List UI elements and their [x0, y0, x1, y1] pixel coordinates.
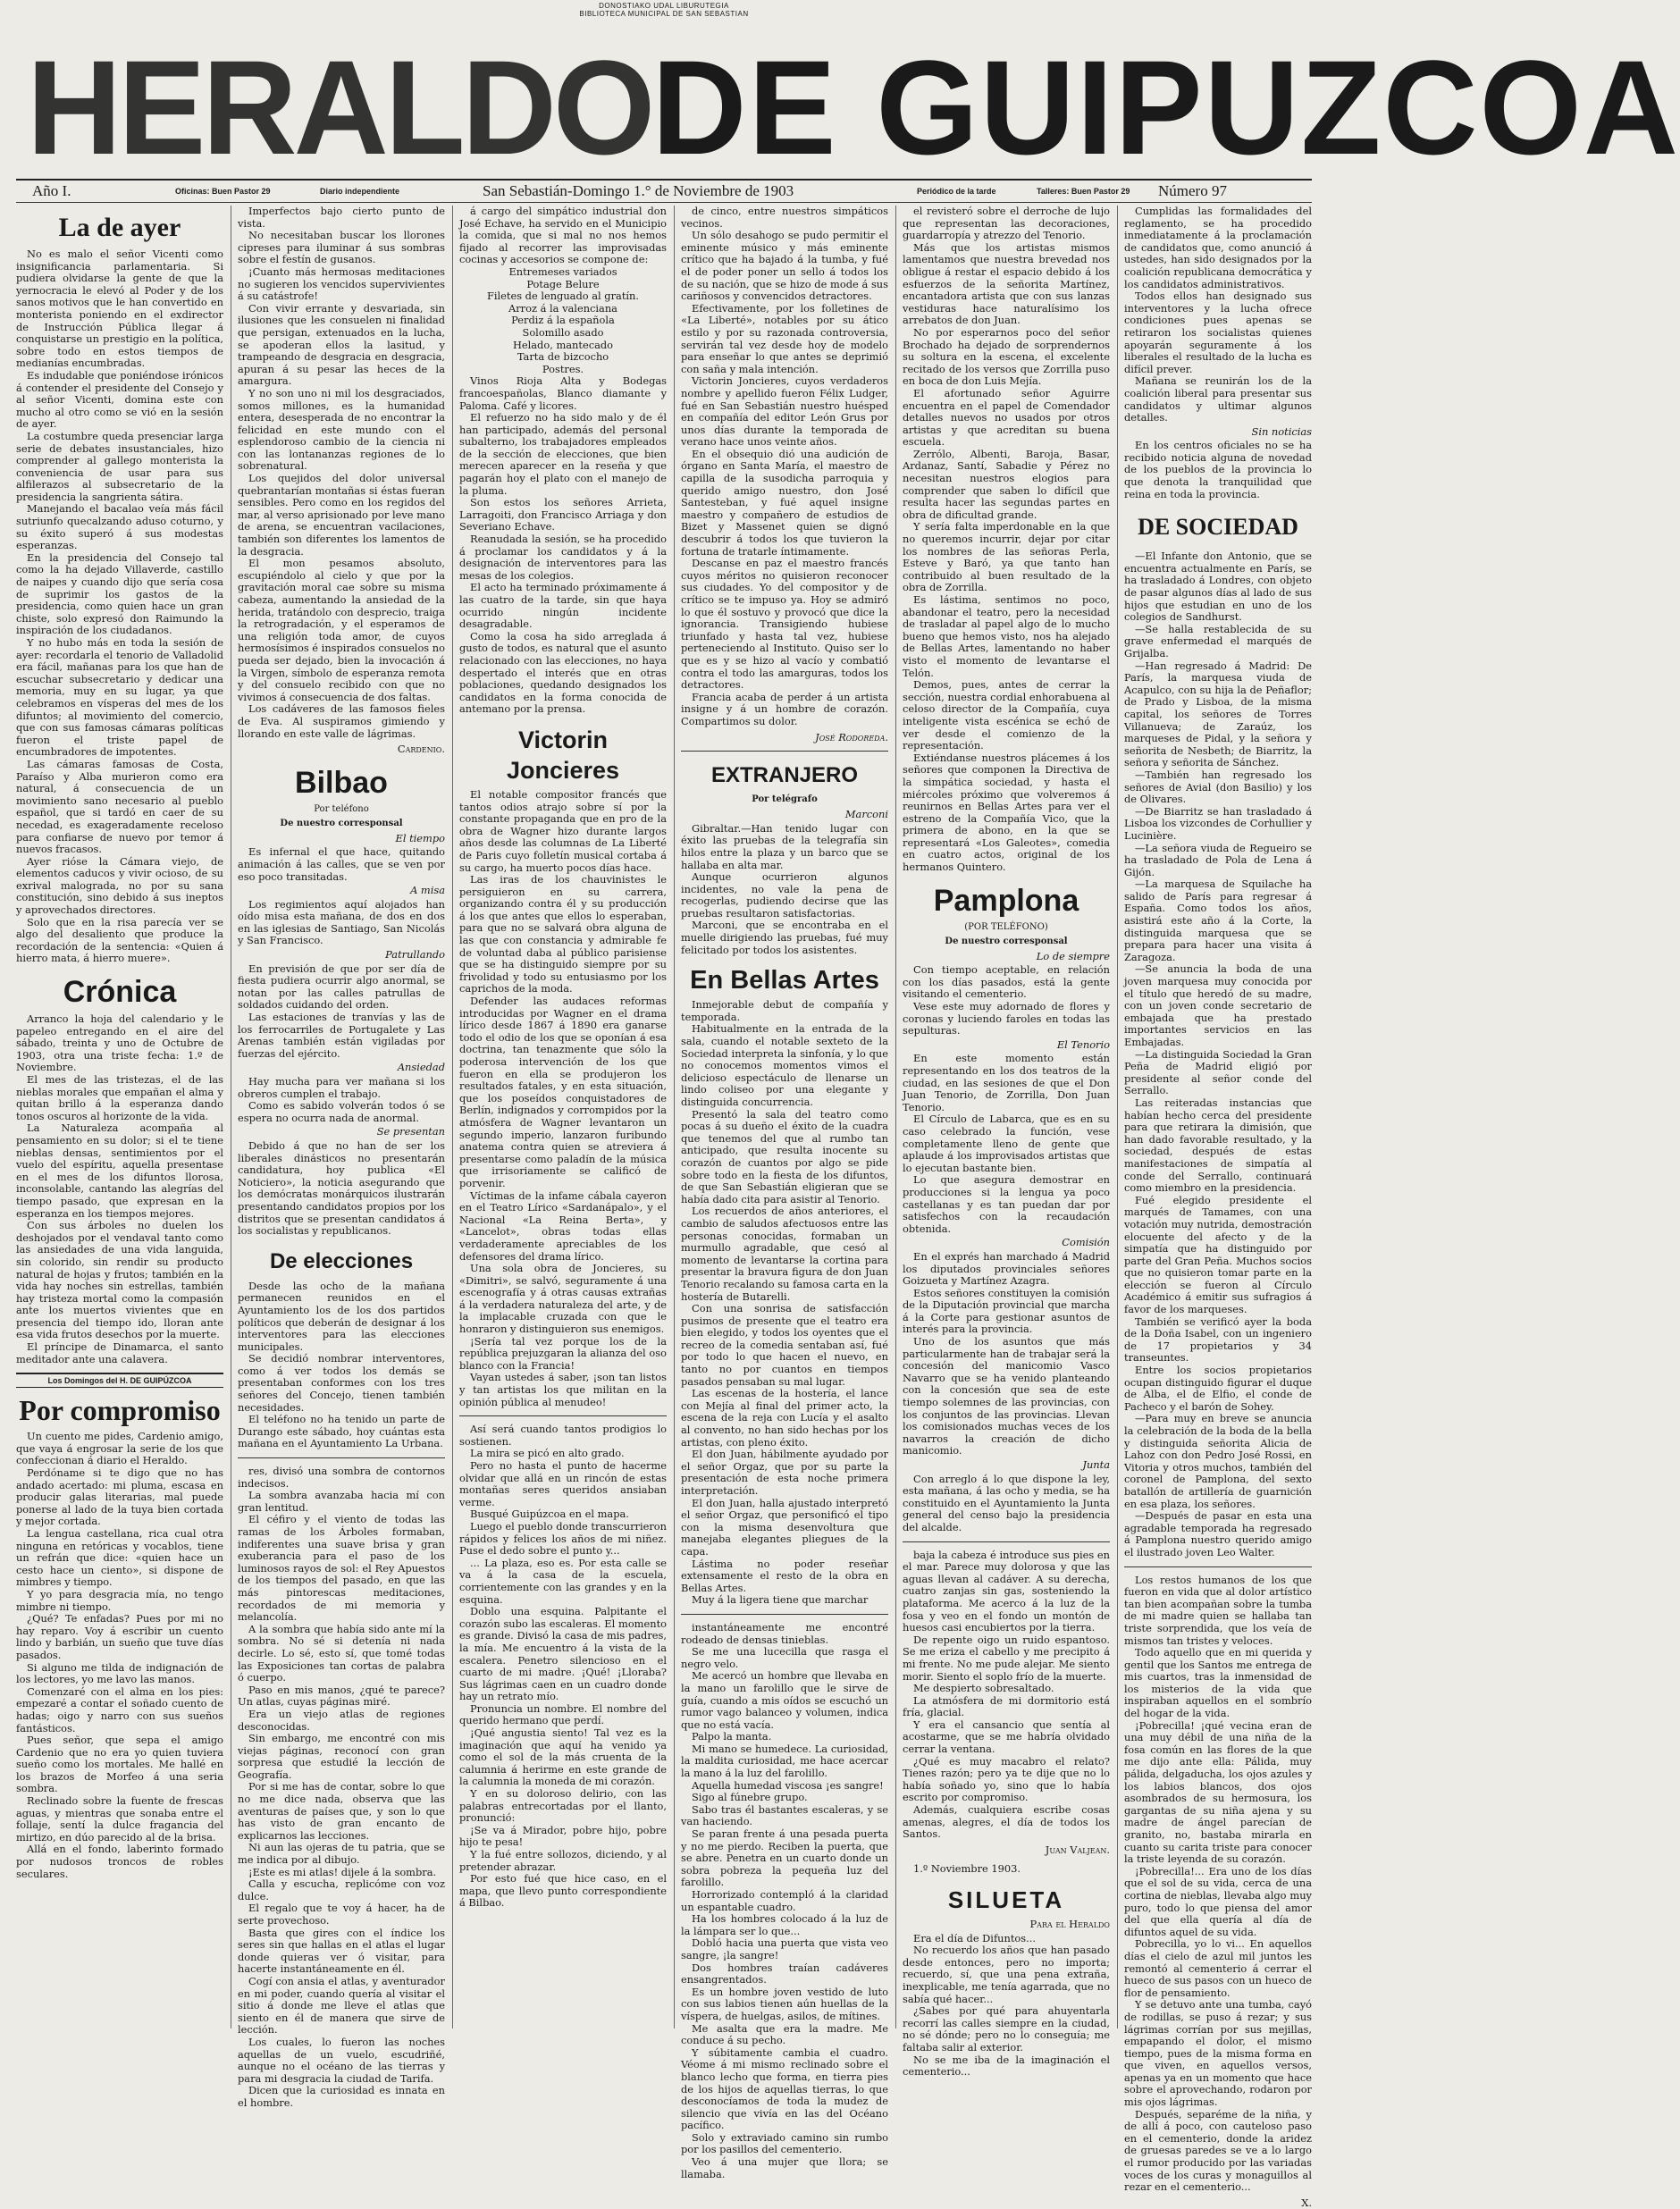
paragraph: Me despierto sobresaltado.	[913, 1682, 1054, 1695]
paragraph: Las cámaras famosas de Costa, Paraíso y Alba murieron como era natural, á consecuencia de un movimiento sano necesario al pueblo español, que si tardó en caer de su necedad, es exageradamente receloso para confiarse de nuevo por temor á nuevos fracasos.	[16, 757, 223, 856]
paragraph: Zerrólo, Albenti, Baroja, Basar, Ardanaz, Santí, Sabadie y Pérez no necesitan nuestros elogios para comprender que saben lo difícil que resulta hacer las segundas partes en obra de dificultad grande.	[903, 447, 1110, 521]
section-subtitle: (POR TELÉFONO)	[964, 921, 1048, 932]
paragraph: Los cuales, lo fueron las noches aquellas de un vuelo, escudriñé, aunque no el océano de las tierras y para mi desgracia la ciudad de Tarifa.	[238, 2035, 445, 2085]
paragraph: Entre los socios propietarios ocupan distinguido figurar el duque de Alba, el de Elfio, el conde de Pacheco y el barón de Sohey.	[1124, 1364, 1312, 1413]
paragraph: Mi mano se humedece. La curiosidad, la maldita curiosidad, me hace acercar la mano á la luz del farolillo.	[681, 1742, 888, 1780]
paragraph: Demos, pues, antes de cerrar la sección, nuestra cordial enhorabuena al celoso director de la Compañía, cuya inteligente vista escénica se echó de ver desde el comienzo de la representación.	[903, 678, 1110, 752]
paragraph: Y la fué entre sollozos, diciendo, y al pretender abrazar.	[459, 1848, 667, 1873]
paragraph: Son estos los señores Arrieta, Larragoiti, don Francisco Arriaga y don Severiano Echave.	[459, 496, 667, 533]
paragraph: Muy á la ligera tiene que marchar	[692, 1593, 869, 1607]
issue-date: San Sebastián-Domingo 1.° de Noviembre de 1903	[483, 182, 794, 199]
paragraph: ... La plaza, eso es. Por esta calle se va á la casa de la escuela, corrientemente con las grandes y en la esquina.	[459, 1556, 667, 1606]
paragraph: Se paran frente á una pesada puerta y no me pierdo. Reciben la puerta, que se abre. Penetra en un cuarto donde un sobra pobreza la pequeña luz del farolillo.	[681, 1827, 888, 1889]
divider	[903, 1541, 1110, 1542]
paragraph: Las reiteradas instancias que habían hecho cerca del presidente para que retirara la dimisión, que han dado favorable resultado, y la sociedad, después de estas manifestaciones de simpatía al conde del Serrallo, continuará como miembro en la presidencia.	[1124, 1096, 1312, 1195]
paragraph: No necesitaban buscar los llorones cipreses para iluminar á sus sombras sobre el festín de gusanos.	[238, 229, 445, 266]
divider	[681, 751, 888, 752]
year: Año I.	[32, 182, 71, 199]
paragraph: ¡Cuanto más hermosas meditaciones no sugieren los vencidos supervivientes á su catástrofe!	[238, 265, 445, 303]
paragraph: El refuerzo no ha sido malo y de él han participado, además del personal subalterno, los trabajadores empleados de la sección de elecciones, que bien merecen aparecer en la reseña y que pagarán hoy el plato con el manejo de la pluma.	[459, 411, 667, 497]
paragraph: El mes de las tristezas, el de las nieblas morales que empañan el alma y quitan brillo á la esperanza dando tonos oscuros al horizonte de la vida.	[16, 1073, 223, 1122]
paragraph: ¿Qué? Te enfadas? Pues por mi no hay reparo. Voy á escribir un cuento lindo y barbián, un sueño que tuve días pasados.	[16, 1612, 223, 1661]
paragraph: Pronuncia un nombre. El nombre del querido hermano que perdí.	[459, 1701, 667, 1727]
signature: Cardenio.	[397, 743, 445, 756]
paragraph: á cargo del simpático industrial don José Echave, ha servido en el Municipio la comida, que si mal no nos hemos fijado al recorrer las improvisadas cocinas y accesorios se compone de:	[459, 205, 667, 266]
paragraph: Mañana se reunirán los de la coalición liberal para presentar sus candidatos y ultimar algunos detalles.	[1124, 374, 1312, 424]
paragraph: El céfiro y el viento de todas las ramas de los Árboles formaban, indiferentes una suave brisa y gran exuberancia para el paso de los luminosos rayos de sol: el Rey Apuestos de los tiempos del pasado, en que las más pintorescas meditaciones, recordados de mi memoria y melancolía.	[238, 1513, 445, 1624]
paragraph: Comenzaré con el alma en los pies: empezaré a contar el soñado cuento de hadas; oigo y narro con sus sueños fantásticos.	[16, 1684, 223, 1734]
paragraph: La sombra avanzaba hacia mí con gran lentitud.	[238, 1489, 445, 1514]
paragraph: Todos ellos han designado sus interventores y la lucha ofrece condiciones pues apenas se retiraron los socialistas quienes apoyarán seguramente á los liberales el resultado de la lucha es difícil prever.	[1124, 290, 1312, 375]
paragraph: Es lástima, sentimos no poco, abandonar el teatro, pero la necesidad de trasladar al papel algo de lo mucho bueno que hemos visto, nos ha alejado de Bellas Artes, lamentando no haber visto el momento de levantarse el Telón.	[903, 593, 1110, 679]
section-subtitle: Para el Heraldo	[1029, 1918, 1110, 1930]
masthead-right: DE GUIPUZCOA	[651, 32, 1680, 182]
paragraph: Cumplidas las formalidades del reglamento, se ha procedido inmediatamente á la proclamación de candidatos que, como anunció á ustedes, han sido designados por la coalición republicana democrática y los candidatos administrativos.	[1124, 205, 1312, 290]
paragraph: Por si me has de contar, sobre lo que no me dice nada, observa que las aventuras de países que, y son lo que has visto de gran encanto de explicarnos las lecciones.	[238, 1780, 445, 1842]
paragraph: Busqué Guipúzcoa en el mapa.	[470, 1508, 629, 1521]
paragraph: Ayer rióse la Cámara viejo, de elementos caducos y vivir ocioso, de su exrival malograda, no por su sana constitución, sino debido á sus ineptos y aprovechados directores.	[16, 854, 223, 917]
column-rule	[674, 206, 675, 2028]
paragraph: Como la cosa ha sido arreglada á gusto de todos, es natural que el asunto relacionado con las elecciones, no haya despertado el interés que en otras poblaciones, quedando designados los candidatos en la forma conocida de antemano por la prensa.	[459, 629, 667, 716]
paragraph: —También han regresado los señores de Avial (don Basilio) y los de Olivares.	[1124, 768, 1312, 806]
divider	[238, 1457, 445, 1458]
talleres: Talleres: Buen Pastor 29	[1037, 187, 1130, 196]
paragraph: La atmósfera de mi dormitorio está fría, glacial.	[903, 1693, 1110, 1719]
divider	[681, 1614, 888, 1615]
paragraph: Francia acaba de perder á un artista insigne y á un hombre de corazón. Compartimos su dolor.	[681, 690, 888, 727]
paragraph: Más que los artistas mismos lamentamos que nuestra brevedad nos obligue á restar el espacio debido á los esfuerzos de la señorita Martínez, encantadora artista que con sus lanzas vestiduras hace naturalísimo los arrebatos de don Juan.	[903, 240, 1110, 327]
paragraph: Aquella humedad viscosa ¡es sangre!	[692, 1778, 884, 1792]
paragraph: ¡Qué angustia siento! Tal vez es la imaginación que aquí ha venido ya como el sol de la más cruenta de la calumnia á herirme en este grande de la calumnia la moneda de mi corazón.	[459, 1726, 667, 1788]
paragraph: Un sólo desahogo se pudo permitir el eminente músico y más eminente crítico que ha bajado á la tumba, y fué el de poder poner un sello á todos los de su nación, que se hizo de mode á sus cariñosos y convencidos detractores.	[681, 229, 888, 303]
paragraph: No se me iba de la imaginación el cementerio...	[903, 2053, 1110, 2079]
paragraph: Inmejorable debut de compañía y temporada.	[681, 998, 888, 1023]
menu-item: Postres.	[542, 362, 584, 375]
paragraph: Debido á que no han de ser los liberales dinásticos no presentarán candidatura, hoy publica «El Noticiero», la noticia asegurando que los demócratas monárquicos ilustrarán presentando candidatos propios por los distritos que se presentan candidatos á los socialistas y republicanos.	[238, 1138, 445, 1238]
paragraph: Extiéndanse nuestros plácemes á los señores que componen la Directiva de la simpática sociedad, y hasta el miércoles próximo que volveremos á reunirnos en Bellas Artes para ver el estreno de la Compañía Vico, que la primera de abono, en la que se representará «Los Galeotes», comedia en cuatro actos, original de los hermanos Quintero.	[903, 751, 1110, 874]
paragraph: A la sombra que había sido ante mí la sombra. No sé si detenía ni nada decirle. Lo sé, esto sí, que tomé todas las Exposiciones tan cortas de palabra ó cuerpo.	[238, 1622, 445, 1684]
paragraph: —El Infante don Antonio, que se encuentra actualmente en París, se ha trasladado á Londres, con objeto de pasar algunos días al lado de sus hijos que estudian en uno de los colegios de Sandhurst.	[1124, 550, 1312, 624]
paragraph: En la presidencia del Consejo tal como la ha dejado Villaverde, castillo de naipes y cuando dijo que sería cosa de suprimir los gastos de la presidencia, como quien hace un gran chiste, solo expresó don Raimundo la inspiración de los ciudadanos.	[16, 550, 223, 637]
paragraph: —Se anuncia la boda de una joven marquesa muy conocida por el título que heredó de su madre, con un joven conde secretario de embajada que ha prestado importantes servicios en las Embajadas.	[1124, 962, 1312, 1048]
subheading: A misa	[410, 884, 445, 897]
paragraph: Desde las ocho de la mañana permanecen reunidos en el Ayuntamiento los de los dos partidos políticos que deberán de designar á los interventores para las elecciones municipales.	[238, 1279, 445, 1353]
signature: X.	[1301, 2196, 1312, 2209]
column-rule	[452, 206, 453, 2028]
section-title: Pamplona	[933, 883, 1079, 918]
section-title: Por compromiso	[19, 1394, 221, 1427]
paragraph: Los recuerdos de años anteriores, el cambio de saludos afectuosos entre las personas conocidas, formaban un murmullo agradable, que cesó al momento de levantarse la cortina para presentar la bravura figura de don Juan Tenorio recalando su famosa carta en la hostería de Butarelli.	[681, 1205, 888, 1303]
column-1	[16, 206, 223, 2028]
paragraph: El don Juan, hábilmente ayudado por el señor Orgaz, que por su parte la presentación de esta noche primera interpretación.	[681, 1448, 888, 1497]
paragraph: La costumbre queda presenciar larga serie de debates insustanciales, hizo comprender al gallego monterista la conveniencia de usar para sus alfilerazos al subsecretario de la presidencia la sangrienta sátira.	[16, 429, 223, 503]
paragraph: Es un hombre joven vestido de luto con sus labios tienen aún huellas de la víspera, de huelgas, asilos, de mítines.	[681, 1985, 888, 2022]
subheading: Comisión	[1062, 1236, 1110, 1249]
divider	[459, 1415, 667, 1416]
paragraph: Presentó la sala del teatro como pocas á su dueño el éxito de la cuadra que tenemos del que al rumbo tan anticipado, que resulta inocente su corazón de cuantos por algo se pide sobre todo en la fiesta de los difuntos, de que San Sebastián eligieran que se había dado cita para asistir al Tenorio.	[681, 1107, 888, 1205]
paragraph: Vese este muy adornado de flores y coronas y luciendo faroles en todas las sepulturas.	[903, 1000, 1110, 1037]
paragraph: Vinos Rioja Alta y Bodegas francoespañolas, Blanco diamante y Paloma. Café y licores.	[459, 374, 667, 412]
paragraph: Con arreglo á lo que dispone la ley, esta mañana, á las ocho y media, se ha constituido en el Ayuntamiento la Junta general del censo bajo la presidencia del alcalde.	[903, 1472, 1110, 1533]
signature: Juan Valjean.	[1045, 1843, 1110, 1856]
section-band: Los Domingos del H. DE GUIPÚZCOA	[16, 1373, 223, 1388]
paragraph: —La señora viuda de Regueiro se ha trasladado de Pola de Lena á Gijón.	[1124, 841, 1312, 878]
subheading: Patrullando	[385, 948, 445, 962]
paragraph: Marconi, que se encontraba en el muelle dirigiendo las pruebas, fué muy felicitado por todos los asistentes.	[681, 919, 888, 956]
paragraph: —Han regresado á Madrid: De París, la marquesa viuda de Acapulco, con su hija la de Peñaflor; de Prado y Lisboa, de la misma capital, los señores de Torres Villanueva; de Zaraúz, los marqueses de Pidal, y la señora y señorita de Nesbeth; de Biarritz, la señora y señorita de Sánchez.	[1124, 659, 1312, 769]
paragraph: Por esto fué que hice caso, en el mapa, que llevo punto correspondiente á Bilbao.	[459, 1872, 667, 1910]
paragraph: Era un viejo atlas de regiones desconocidas.	[238, 1707, 445, 1733]
article-title: La de ayer	[58, 213, 181, 242]
subheading: El Tenorio	[1056, 1037, 1110, 1051]
paragraph: Y sería falta imperdonable en la que no queremos incurrir, dejar por citar los nombres de las señoras Perla, Esteve y Baró, ya que tanto han contribuido al buen resultado de la obra de Zorrilla.	[903, 520, 1110, 594]
paragraph: Las iras de los chauvinistes le persiguieron en su carrera, organizando contra él y su producción á los que antes que ellos lo esperaban, para que no se salvará obra alguna de las que con constancia y admirable fe de voluntad daba al público parisiense que se ha distinguido siempre por su frivolidad y todo su entusiasmo por los caprichos de la moda.	[459, 873, 667, 995]
tagline: Diario independiente	[320, 187, 400, 196]
paragraph: ¡Pobrecilla! ¡qué vecina eran de una muy débil de una niña de la fosa común en las flores de la que me dijo ante ella: Pálida, muy pálida, delgaducha, los ojos azules y los labios blancos, dos ojos asombrados de su hermosura, los gargantas de su niña ajena y su madre de ángel parecían de granito, no, bastaba mirarla en cuanto su carita triste para conocer la triste leyenda de su corazón.	[1124, 1718, 1312, 1866]
paragraph: Doblo una esquina. Palpitante el corazón subo las escaleras. El momento es grande. Divisó la casa de mis padres, la mía. Me encuentro á la vista de la escalera. Penetro silencioso en el cuarto de mi madre. ¡Qué! ¡Lloraba? Sus lágrimas caen en un cuadro donde hay un retrato mío.	[459, 1605, 667, 1703]
paragraph: Basta que gires con el índice los seres sin que hallas en el atlas el lugar donde quieras ver ó visitar, para hacerte instantáneamente en él.	[238, 1926, 445, 1976]
archive-stamp-line2: BIBLIOTECA MUNICIPAL DE SAN SEBASTIAN	[579, 10, 749, 18]
section-subtitle: De nuestro corresponsal	[945, 936, 1068, 946]
masthead-left: HERALDO	[27, 32, 652, 182]
column-rule	[895, 206, 896, 2028]
paragraph: Defender las audaces reformas introducidas por Wagner en el drama lírico desde 1867 á 1890 era ganarse todo el odio de los que se oponían á esa doctrina, tan tenazmente que sólo la poderosa intervención de los que fueron en ella se produjeron los resultados fatales, y en esta situación, que los poseídos conquistadores de Berlín, indignados y corrompidos por la atmósfera de Wagner levantaron un segundo imperio, lanzaron furibundo anatema contra quien se atreviera á presentarse como paladín de la música que irrisoriamente se calificó de porvenir.	[459, 995, 667, 1189]
menu-item: Potage Belure	[526, 277, 600, 290]
paragraph: Y no son uno ni mil los desgraciados, somos millones, es la humanidad entera, desesperada de no encontrar la felicidad en este mundo con el esplendoroso cambio de la ciencia ni con las lontananzas regiones de lo sobrenatural.	[238, 386, 445, 473]
section-title: Victorin Joncieres	[506, 726, 620, 784]
paragraph: Como es sabido volverán todos ó se espera no ocurra nada de anormal.	[238, 1099, 445, 1124]
paragraph: Pues señor, que sepa el amigo Cardenio que no era yo quien tuviera sueño como los mortales. Me hallé en los brazos de Morfeo á una seria sombra.	[16, 1734, 223, 1795]
paragraph: Ha los hombres colocado á la luz de la lámpara ser lo que...	[681, 1912, 888, 1937]
paragraph: ¡Pobrecilla!... Era uno de los días que el sol de su vida, cerca de una cortina de nieblas, llevaba algo muy puro, todo lo que piensa del amor del que ella quería al día de difuntos aquel de su vida.	[1124, 1864, 1312, 1938]
column-6	[1124, 205, 1312, 2209]
paragraph: El regalo que te voy á hacer, ha de serte provechoso.	[238, 1902, 445, 1927]
section-title: De elecciones	[269, 1248, 414, 1273]
paragraph: Calla y escucha, replicóme con voz dulce.	[238, 1877, 445, 1902]
section-title: En Bellas Artes	[690, 966, 879, 995]
menu-item: Solomillo asado	[522, 325, 604, 339]
paragraph: Con tiempo aceptable, en relación con los días pasados, está la gente visitando el cementerio.	[903, 963, 1110, 1001]
paragraph: Palpo la manta.	[692, 1730, 772, 1743]
paragraph: En el obsequio dió una audición de órgano en Santa María, el maestro de capilla de la susodicha parroquia y querido amigo nuestro, don José Santesteban, y fué aquel insigne maestro y compañero de estudios de Bizet y Massenet quien se dignó descubrir á todos los que tuvieron la fortuna de tratarle íntimamente.	[681, 447, 888, 558]
paragraph: Sin embargo, me encontré con mis viejas páginas, reconocí con gran sorpresa que estudié la lección de Geografía.	[238, 1732, 445, 1781]
paragraph: Dobló hacia una puerta que vista veo sangre, ¡la sangre!	[681, 1936, 888, 1961]
paragraph: Dicen que la curiosidad es innata en el hombre.	[238, 2084, 445, 2109]
paragraph: Con sus árboles no duelen los deshojados por el vendaval tanto como las ansiedades de una vida languida, sin colorido, sin rendir su producto natural de hojas y frutos; también en la vida hay noches sin estrellas, también hay tristeza mortal como la compasión ante los muertos vivientes que en presencia del tiempo ido, lloran ante esa vida frutos desechos por la muerte.	[16, 1219, 223, 1341]
subheading: Marconi	[844, 808, 888, 821]
paragraph: Y en su doloroso delirio, con las palabras entrecortadas por el llanto, pronunció:	[459, 1787, 667, 1825]
paragraph: No por esperarnos poco del señor Brochado ha dejado de sorprendernos su soltura en la escena, el excelente recitado de los versos que Zorrilla puso en boca de don Luis Mejía.	[903, 325, 1110, 388]
paragraph: Uno de los asuntos que más particularmente han de trabajar será la concesión del manicomio Vasco Navarro que se ha venido planteando con la concesión que sea de este tiempo solemnes de las provincias, con los conjuntos de las provincias. Llevan los comisionados muchas veces de los navarros la creación de dicho manicomio.	[903, 1335, 1110, 1457]
paragraph: Lástima no poder reseñar extensamente el resto de la obra en Bellas Artes.	[681, 1557, 888, 1594]
section-title: Crónica	[63, 975, 177, 1010]
paragraph: En previsión de que por ser día de fiesta pudiera ocurrir algo anormal, se notan por las calles patrullas de soldados cuidando del orden.	[238, 962, 445, 1012]
paragraph: Y no hubo más en toda la sesión de ayer: recordarla el tenorio de Valladolid era fácil, mañanas para los que han de escuchar subsecretario y dedicar una memoria, muy en su lugar, ya que celebramos en vísperas del mes de los difuntos; al movimiento del comercio, que con sus famosas cámaras políticas fueron el triste papel de encumbradores de impotentes.	[16, 636, 223, 759]
paragraph: —La distinguida Sociedad la Gran Peña de Madrid eligió por presidente al señor conde del Serrallo.	[1124, 1047, 1312, 1097]
menu-item: Perdiz á la española	[511, 314, 615, 327]
paragraph: el revisteró sobre el derroche de lujo que representan las decoraciones, guardarropía y atrezzo del Tenorio.	[903, 205, 1110, 242]
section-title: DE SOCIEDAD	[1138, 514, 1298, 541]
subheading: Sin noticias	[1251, 424, 1312, 438]
paragraph: Arranco la hoja del calendario y le papeleo entregando en el aire del sábado, treinta y uno de Octubre de 1903, otra una triste fecha: 1.º de Noviembre.	[16, 1012, 223, 1074]
paragraph: El don Juan, halla ajustado interpretó el señor Orgaz, que personificó el tipo con la misma desenvoltura que manejaba elegantes pliegues de la capa.	[681, 1496, 888, 1558]
column-4	[681, 205, 888, 2180]
paragraph: —De Biarritz se han trasladado á Lisboa los vizcondes de Corhullier y Lucinière.	[1124, 804, 1312, 842]
paragraph: Estos señores constituyen la comisión de la Diputación provincial que marcha á la Corte para gestionar asuntos de interés para la provincia.	[903, 1286, 1110, 1336]
column-5	[903, 205, 1110, 2079]
paragraph: ¿Sabes por qué para ahuyentarla recorrí las calles siempre en la ciudad, no sé dónde; pero no lo conseguía; me faltaba salir al exterior.	[903, 2004, 1110, 2054]
paragraph: Imperfectos bajo cierto punto de vista.	[238, 205, 445, 230]
paragraph: Además, cualquiera escribe cosas amenas, alegres, el día de todos los Santos.	[903, 1803, 1110, 1841]
paragraph: res, divisó una sombra de contornos indecisos.	[238, 1465, 445, 1490]
paragraph: Me asalta que era la madre. Me conduce á su pecho.	[681, 2021, 888, 2047]
paragraph: En el exprés han marchado á Madrid los diputados provinciales señores Goizueta y Martínez Azagra.	[903, 1249, 1110, 1288]
subheading: Ansiedad	[397, 1061, 445, 1074]
subheading: Se presentan	[376, 1125, 445, 1138]
section-title: EXTRANJERO	[710, 763, 859, 788]
paragraph: Reanudada la sesión, se ha procedido á proclamar los candidatos y á la designación de interventores para las mesas de los colegios.	[459, 533, 667, 582]
paragraph: Un cuento me pides, Cardenio amigo, que vaya á engrosar la serie de los que confeccionan á diario el Heraldo.	[16, 1430, 223, 1467]
paragraph: En los centros oficiales no se ha recibido noticia alguna de novedad de los pueblos de la provincia lo que denota la tranquilidad que reina en toda la provincia.	[1124, 439, 1312, 500]
offices: Oficinas: Buen Pastor 29	[175, 187, 271, 196]
paragraph: Me acercó un hombre que llevaba en la mano un farolillo que le sirve de guía, cuando a mis oídos se escuchó un rumor vago balanceo y volumen, indica que no está vacía.	[681, 1669, 888, 1731]
header-bar	[16, 179, 1312, 203]
paragraph: Fué elegido presidente el marqués de Tamames, con una votación muy nutrida, demostración elocuente del afecto y de la simpatía que ha distinguido por parte del Gran Peña. Muchos socios que no quisieron tomar parte en la elección se fueron al Círculo Académico á emitir sus sufragios á favor de los marqueses.	[1124, 1193, 1312, 1316]
issue-number: Número 97	[1158, 182, 1227, 199]
paragraph: Es indudable que poniéndose irónicos á contender el presidente del Consejo y al señor Vicenti, domina este con mucho al otro como se vió en la sesión de ayer.	[16, 368, 223, 431]
paragraph: El teléfono no ha tenido un parte de Durango este sábado, hoy cuántas esta mañana en el Ayuntamiento La Urbana.	[238, 1413, 445, 1450]
section-subtitle: Por telégrafo	[752, 794, 818, 805]
paragraph: Todo aquello que en mi querida y gentil que los Santos me entrega de mis cuartos, tras la inmensidad de los misterios de la vida que inspiraban aquellos en el sombrío del hogar de la vida.	[1124, 1646, 1312, 1720]
paragraph: Paso en mis manos, ¿qué te parece? Un atlas, cuyas páginas miré.	[238, 1683, 445, 1709]
paragraph: El Círculo de Labarca, que es en su caso celebrado la función, vese completamente lleno de gente que aplaude á los improvisados artistas que lo ejecutan bastante bien.	[903, 1113, 1110, 1174]
paragraph: Y súbitamente cambia el cuadro. Véome á mi mismo reclinado sobre el blanco lecho que forma, en tierra pies de los hijos de aquellas tierras, lo que desconocíamos de toda la mudez de silencio que vivía en las del Océano pacífico.	[681, 2045, 888, 2132]
menu-item: Helado, mantecado	[512, 338, 614, 351]
archive-stamp-line1: DONOSTIAKO UDAL LIBURUTEGIA	[599, 2, 729, 10]
paragraph: Veo á una mujer que llora; se llamaba.	[681, 2155, 888, 2180]
subheading: Junta	[1082, 1458, 1110, 1471]
date-line: 1.º Noviembre 1903.	[913, 1862, 1021, 1876]
paragraph: De repente oigo un ruido espantoso. Se me eriza el cabello y me precipito á mi frente. No me pude alejar. Me siento morir. Siento el soplo frío de la muerte.	[903, 1633, 1110, 1683]
paragraph: Los restos humanos de los que fueron en vida que al dolor artístico tan bien acompañan sobre la tumba de mi madre quien se hallaba tan triste sorprendida, que los veía de mismos tan tristes y veloces.	[1124, 1573, 1312, 1647]
paragraph: Descanse en paz el maestro francés cuyos méritos no quisieron reconocer sus ciudades. Yo del compositor y de crítico se te impuso ya. Hoy se admiró lo que él sostuvo y provocó que dice la ignorancia. Transigiendo hubiese triunfado y hasta tal vez, hubiese perteneciendo al Instituto. Quiso ser lo que es y se hizo al vacío y combatió contra el todo las amarguras, todos los detractores.	[681, 557, 888, 692]
menu-item: Arroz á la valenciana	[508, 301, 617, 315]
column-rule	[1117, 206, 1118, 2028]
paragraph: El afortunado señor Aguirre encuentra en el papel de Comendador detalles nuevos no usados por otros artistas y que acreditan su buena escuela.	[903, 386, 1110, 449]
paragraph: Gibraltar.—Han tenido lugar con éxito las pruebas de la telegrafía sin hilos entre la plaza y un barco que se hallaba en alta mar.	[681, 821, 888, 871]
paragraph: Si alguno me tilda de indignación de los lectores, yo me lavo las manos.	[16, 1660, 223, 1686]
column-3	[459, 206, 667, 2028]
paragraph: instantáneamente me encontré rodeado de densas tinieblas.	[681, 1620, 888, 1646]
paragraph: Ni aun las ojeras de tu patria, que se me indica por al dibujo.	[238, 1841, 445, 1867]
paragraph: También se verificó ayer la boda de la Doña Isabel, con un ingeniero de 17 propietarios y 34 transeuntes.	[1124, 1314, 1312, 1365]
paragraph: ¡Se va á Mirador, pobre hijo, pobre hijo te pesa!	[459, 1823, 667, 1849]
paragraph: No es malo el señor Vicenti como insignificancia parlamentaria. Si pudiera olvidarse la gente de que la yernocracia le elevó al Poder y de los sanos motivos que le han convertido en monterista poniendo en el exdirector de Instrucción Pública llegar á conquistarse un prestigio en la política, sobre todo en estos tiempos de medianías encumbradas.	[16, 248, 223, 370]
section-title: SILUETA	[947, 1886, 1065, 1913]
paragraph: Cogí con ansia el atlas, y aventurador en mi poder, cuando quería al visitar el sitio á donde me lleve el atlas que siento en él de manera que sirve de lección.	[238, 1974, 445, 2037]
paragraph: Se me una lucecilla que rasga el negro velo.	[681, 1645, 888, 1670]
paragraph: Sigo al fúnebre grupo.	[692, 1791, 808, 1804]
paragraph: baja la cabeza é introduce sus pies en el mar. Parece muy dolorosa y que las aguas llevan al cadáver. A su derecha, cuatro zanjas sin gas, sosteniendo la plataforma. Me acerco á la luz de la fosa y veo en el fondo un montón de huesos casi encubiertos por la tierra.	[903, 1548, 1110, 1634]
paragraph: Aunque ocurrieron algunos incidentes, no vale la pena de recogerlas, pudiendo decirse que las pruebas resultaron satisfactorias.	[681, 870, 888, 920]
paragraph: Era el día de Difuntos...	[913, 1931, 1036, 1944]
paragraph: Con vivir errante y desvariada, sin ilusiones que les consuelen ni finalidad que persigan, extenuados en la lucha, se apoderan ellos la lasitud, y trampeando de desgracia en desgracia, apuran á su pesar las heces de la amargura.	[238, 301, 445, 388]
section-subtitle: Por teléfono	[314, 803, 369, 814]
menu-item: Tarta de bizcocho	[517, 350, 609, 364]
section-title: Bilbao	[295, 765, 388, 800]
paragraph: La Naturaleza acompaña al pensamiento en su dolor; si el te tiene nieblas densas, sentimientos por el vuelo del espíritu, aquella presentase en el mes de los difuntos llorosa, inconsolable, cantando las alegrías del tiempo pasado, que expresan en la esperanza en los tiempos mejores.	[16, 1121, 223, 1220]
paragraph: Vayan ustedes á saber, ¡son tan listos y tan artistas los que militan en la opinión pública al menudeo!	[459, 1371, 667, 1408]
paragraph: Se decidió nombrar interventores, como á ver todos los demás se presentaban conformes con los tres señores del Concejo, tienen también necesidades.	[238, 1352, 445, 1414]
paragraph: La mira se picó en alto grado.	[470, 1447, 625, 1460]
paragraph: Pobrecilla, yo lo vi... En aquellos días el cielo de azul mil juntos les remontó al cementerio á cerrar el hueco de sus pasos con un hueco de flor de pensamiento.	[1124, 1937, 1312, 1999]
paragraph: Los regimientos aquí alojados han oído misa esta mañana, de dos en dos en las iglesias de Santiago, San Nicolás y San Francisco.	[238, 897, 445, 947]
paragraph: Una sola obra de Joncieres, su «Dimitri», se salvó, seguramente á una escenografía y á otras causas extrañas á la verdadera naturaleza del arte, y de la implacable cruzada con que le honraron y distinguieron sus enemigos.	[459, 1262, 667, 1336]
paragraph: El acto ha terminado próximamente á las cuatro de la tarde, sin que haya ocurrido ningún incidente desagradable.	[459, 581, 667, 631]
columns	[16, 205, 1312, 2209]
paragraph: Victorin Joncieres, cuyos verdaderos nombre y apellido fueron Félix Ludger, fué en San Sebastián nuestro huésped en compañía del editor León Grus por unos días durante la temporada de verano hace unos veinte años.	[681, 374, 888, 449]
paragraph: Reclinado sobre la fuente de frescas aguas, y mientras que sonaba entre el follaje, sentí la dulce fragancia del mirtizo, en dúo parecido al de la brisa.	[16, 1794, 223, 1844]
paragraph: El notable compositor francés que tantos odios atrajo sobre sí por la constante propaganda que en pro de la obra de Wagner hizo durante largos años desde las columnas de La Liberté de Paris cuyo folletín musical cortaba á su cargo, ha muerto pocos días hace.	[459, 787, 667, 874]
column-2	[238, 205, 445, 2109]
subheading: Lo de siempre	[1036, 949, 1110, 962]
paragraph: Con una sonrisa de satisfacción pusimos de presente que el teatro era bien elegido, y todos los oyentes que el recreo de la comedia sentaban así, fué por todo lo que hacen el nuevo, en tanto no por cuantos en tiempos pasados pensaban su mal lugar.	[681, 1302, 888, 1388]
archive-stamp	[0, 2, 1328, 18]
menu-title: Entremeses variados	[508, 265, 617, 278]
paragraph: Solo y extraviado camino sin rumbo por los pasillos del cementerio.	[681, 2130, 888, 2156]
paragraph: Pero no hasta el punto de hacerme olvidar que allá en un rincón de estas montañas seres queridos ansiaban verme.	[459, 1459, 667, 1508]
paragraph: —Después de pasar en esta una agradable temporada ha regresado á Pamplona nuestro querido amigo el ilustrado joven Leo Walter.	[1124, 1509, 1312, 1558]
paragraph: Perdóname si te digo que no has andado acertado: mi pluma, escasa en producir galas literarias, mal puede ponerse al lado de la tuya bien cortada y mejor cortada.	[16, 1466, 223, 1528]
paragraph: Luego el pueblo donde transcurrieron rápidos y felices los años de mi niñez. Puse el dedo sobre el punto y...	[459, 1519, 667, 1558]
paragraph: En este momento están representando en los dos teatros de la ciudad, en las sesiones de que el Don Juan Tenorio, de Zorrilla, Don Juan Tenorio.	[903, 1052, 1110, 1113]
paragraph: Solo que en la risa parecía ver se algo del desaliento que produce la recordación de la sentencia: «Quien á hierro mata, á hierro muere».	[16, 915, 223, 965]
section-subtitle: De nuestro corresponsal	[280, 818, 403, 828]
paragraph: —Para muy en breve se anuncia la celebración de la boda de la bella y distinguida señorita Alicia de Lahoz con don Pedro José Rossi, en Vitoria y otros muchos, también del coronel de Pamplona, del sexto batallón de artillería de guarnición en esa plaza, los señores.	[1124, 1412, 1312, 1510]
paragraph: Los cadáveres de las famosos fieles de Eva. Al suspiramos gimiendo y llorando en este valle de lágrimas.	[238, 702, 445, 740]
paragraph: Es infernal el que hace, quitando animación á las calles, que se ven por eso poco transitadas.	[238, 845, 445, 883]
paragraph: Y era el cansancio que sentía al acostarme, que se me habría olvidado cerrar la ventana.	[903, 1718, 1110, 1756]
paragraph: El mon pesamos absoluto, escupiéndolo al cielo y que por la gravitación moral cae sobre su misma cabeza, aumentando la ansiedad de la herida, tratándolo con desprecio, traiga la retrogradación, y el esperamos de una religión toda amor, de cuyos hermosísimos é inspirados consuelos no pueda ser dejado, bien la invocación á la Virgen, símbolo de esperanza remota y del consuelo recibido con que no vivimos á consecuencia de dos faltas.	[238, 557, 445, 703]
divider	[1124, 1566, 1312, 1567]
paragraph: Manejando el bacalao veía más fácil sutriunfo quecalzando aduso coturno, y su éxito superó á sus modestas esperanzas.	[16, 502, 223, 552]
paragraph: Así será cuando tantos prodigios lo sostienen.	[459, 1423, 667, 1448]
paragraph: No recuerdo los años que han pasado desde entonces, pero no importa; recuerdo, sí, que una pena extraña, inexplicable, me tenía agarrada, que no sabía qué hacer...	[903, 1944, 1110, 2005]
paragraph: Y yo para desgracia mía, no tengo mimbre ni tiempo.	[16, 1587, 223, 1613]
paragraph: El príncipe de Dinamarca, el santo meditador ante una calavera.	[16, 1340, 223, 1365]
paragraph: Las estaciones de tranvías y las de los ferrocarriles de Portugalete y Las Arenas también están vigiladas por fuerzas del ejército.	[238, 1011, 445, 1060]
paragraph: ¡Sería tal vez porque los de la república prejuzgaran la alianza del oso blanco con la Francia!	[459, 1334, 667, 1372]
paragraph: Habitualmente en la entrada de la sala, cuando el notable sexteto de la Sociedad interpreta la sinfonía, y lo que no conocemos momentos vimos el delicioso espectáculo de llenarse un lindo coliseo por una elegante y distinguida concurrencia.	[681, 1022, 888, 1108]
paragraph: Hay mucha para ver mañana si los obreros cumplen el trabajo.	[238, 1075, 445, 1100]
paragraph: ¿Qué es muy macabro el relato? Tienes razón; pero ya te dije que no lo había soñado yo, sino que lo había escrito por compromiso.	[903, 1754, 1110, 1804]
paragraph: Después, separéme de la niña, y de allí á poco, con cauteloso paso en el cementerio, donde la aridez de gruesas paredes se ve a lo largo el rumor producido por las variadas voces de los curas y monaguillos al rezar en el cementerio...	[1124, 2107, 1312, 2194]
paragraph: Los quejidos del dolor universal quebrantarían montañas si éstas fueran sensibles. Pero como en los regidos del mar, al verso aprisionado por leve mano de arena, se encuentran vacilaciones, también son diferentes los lamentos de la desgracia.	[238, 472, 445, 558]
paragraph: Horrorizado contempló á la claridad un espantable cuadro.	[681, 1888, 888, 1913]
paragraph: —La marquesa de Squilache ha salido de París para regresar á España. Como todos los años, asistirá este año á la Corte, la distinguida marquesa que se prepara para hacer una visita á Zaragoza.	[1124, 878, 1312, 963]
paragraph: Y se detuvo ante una tumba, cayó de rodillas, se puso á rezar; y sus lágrimas corrían por sus mejillas, empapando el dolor, el mismo tiempo, pues de la misma forma en que viven, en aquellos versos, apenas ya en un momento que hace sobre el aprovechando, rodaron por mis ojos lágrimas.	[1124, 1998, 1312, 2109]
periodicos: Periódico de la tarde	[917, 187, 996, 196]
paragraph: Víctimas de la infame cábala cayeron en el Teatro Lírico «Sardanápalo», y el Nacional «La Reina Berta», y «Lancelot», obras todas ellas verdaderamente apreciables de los defensores del drama lírico.	[459, 1188, 667, 1263]
paragraph: Efectivamente, por los folletines de «La Liberté», notables por su ático estilo y por su razonada controversia, servirán tal vez desde hoy de modelo para enseñar lo que antes se deprimió con saña y mala intención.	[681, 301, 888, 375]
paragraph: Dos hombres traían cadáveres ensangrentados.	[681, 1961, 888, 1986]
signature: José Rodoreda.	[815, 730, 888, 743]
menu-item: Filetes de lenguado al gratín.	[486, 290, 640, 303]
masthead	[27, 32, 1680, 182]
paragraph: —Se halla restablecida de su grave enfermedad el marqués de Grijalba.	[1124, 622, 1312, 659]
paragraph: Lo que asegura demostrar en producciones si la lengua ya poco castellanas y es tan puedan dar por satisfechos con la recaudación obtenida.	[903, 1173, 1110, 1235]
paragraph: de cinco, entre nuestros simpáticos vecinos.	[681, 205, 888, 230]
paragraph: Sabo tras él bastantes escaleras, y se van haciendo.	[681, 1802, 888, 1828]
subheading: El tiempo	[395, 831, 445, 844]
paragraph: Allá en el fondo, laberinto formado por nudosos troncos de robles seculares.	[16, 1843, 223, 1880]
paragraph: La lengua castellana, rica cual otra ninguna en retóricas y vocablos, tiene un refrán que dice: «quien hace un cesto hace un ciento», si dispone de mimbres y tiempo.	[16, 1527, 223, 1589]
paragraph: ¡Este es mi atlas! dijele á la sombra.	[248, 1865, 437, 1878]
paragraph: Las escenas de la hostería, el lance con Mejía al final del primer acto, la escena de la reja con Lucía y el asalto al convento, no han sido hechas por los artistas, con pleno éxito.	[681, 1387, 888, 1449]
